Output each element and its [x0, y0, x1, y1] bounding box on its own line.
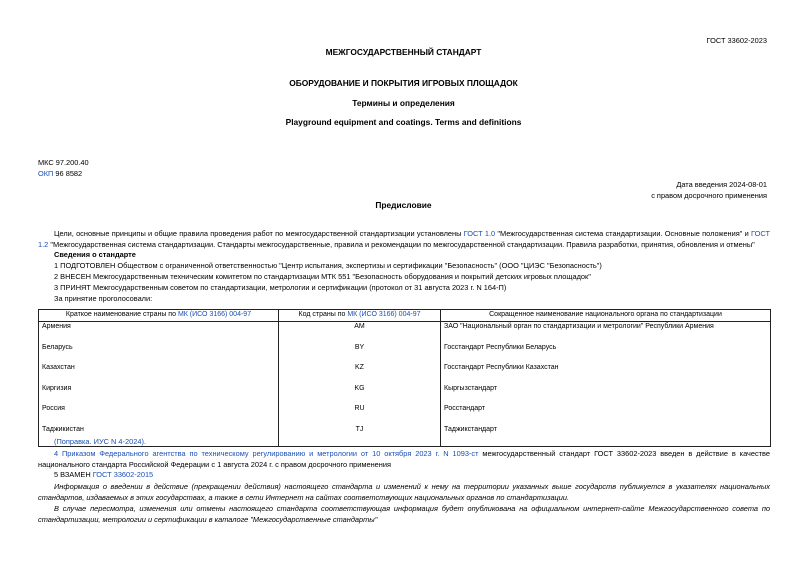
column-header-country: Краткое наименование страны по МК (ИСО 3166) 004-97 [39, 310, 279, 322]
gost-33602-2015-link[interactable]: ГОСТ 33602-2015 [92, 470, 154, 479]
early-application: с правом досрочного применения [651, 191, 767, 200]
item-1-prepared: 1 ПОДГОТОВЛЕН Обществом с ограниченной ответственностью "Центр испытания, экспертизы и сертификации "Безопасность" (ООО "ЦИЭС "Безопасность") [54, 261, 602, 270]
table-row: Беларусь BY Госстандарт Республики Беларусь [39, 343, 771, 364]
document-subtitle: Термины и определения [352, 98, 455, 108]
item-4-enacted: 4 Приказом Федерального агентства по техническому регулированию и метрологии от 10 октября 2023 г. N 1093-ст межгосударственный стандарт ГОСТ 33602-2023 введен в действие в качестве национального стандарта Российской Федерации с 1 августа 2024 г. с правом досрочного применения [38, 449, 771, 469]
foreword-title: Предисловие [375, 200, 432, 210]
standard-info-title: Сведения о стандарте [54, 250, 136, 259]
order-link[interactable]: 4 Приказом Федерального агентства по техническому регулированию и метрологии от 10 октября 2023 г. N 1093-ст [54, 449, 479, 458]
info-paragraph: Информация о введении в действие (прекращении действия) настоящего стандарта и изменений к нему на территории указанных выше государств публикуется в указателях национальных стандартов, издаваемых в этих государствах, а также в сети Интернет на сайтах соответствующих национальных органов по стандартизации. [38, 482, 770, 502]
table-row: Армения AM ЗАО "Национальный орган по стандартизации и метрологии" Республики Армения [39, 322, 771, 343]
gost-1-2-link[interactable]: ГОСТ 1.2 [38, 229, 770, 249]
column-header-body: Сокращенное наименование национального органа по стандартизации [441, 310, 771, 322]
table-row: Киргизия KG Кыргызстандарт [39, 384, 771, 405]
revision-paragraph: В случае пересмотра, изменения или отмены настоящего стандарта соответствующая информация будет опубликована на официальном интернет-сайте Межгосударственного совета по стандартизации, метрологии и сертификации в каталоге "Межгосударственные стандарты" [38, 504, 770, 524]
amendment-link[interactable]: (Поправка. ИУС N 4-2024). [54, 437, 146, 446]
okp-code: 96 8582 [53, 169, 83, 178]
mk-iso-link[interactable]: МК (ИСО 3166) 004-97 [177, 311, 252, 318]
header-title: МЕЖГОСУДАРСТВЕННЫЙ СТАНДАРТ [325, 47, 482, 57]
mk-iso-link[interactable]: МК (ИСО 3166) 004-97 [347, 311, 421, 318]
item-2-submitted: 2 ВНЕСЕН Межгосударственным техническим комитетом по стандартизации МТК 551 "Безопасность оборудования и покрытий детских игровых площадок" [54, 272, 591, 281]
document-title: ОБОРУДОВАНИЕ И ПОКРЫТИЯ ИГРОВЫХ ПЛОЩАДОК [289, 78, 518, 88]
gost-1-0-link[interactable]: ГОСТ 1.0 [463, 229, 496, 238]
voted-label: За принятие проголосовали: [54, 294, 153, 303]
okp-link[interactable]: ОКП [38, 169, 54, 178]
table-row: Таджикистан TJ Таджикстандарт [39, 425, 771, 446]
okp-line [38, 169, 82, 178]
mks-code: МКС 97.200.40 [38, 158, 89, 167]
table-row: Россия RU Росстандарт [39, 404, 771, 425]
item-3-adopted: 3 ПРИНЯТ Межгосударственным советом по стандартизации, метрологии и сертификации (протокол от 31 августа 2023 г. N 164-П) [54, 283, 507, 292]
document-number: ГОСТ 33602-2023 [706, 36, 767, 45]
table-row: Казахстан KZ Госстандарт Республики Казахстан [39, 363, 771, 384]
foreword-paragraph: Цели, основные принципы и общие правила проведения работ по межгосударственной стандартизации установлены ГОСТ 1.0 "Межгосударственная система стандартизации. Основные положения" и ГОСТ 1.2 "Межгосударственная система стандартизации. Стандарты межгосударственные, правила и рекомендации по межгосударственной стандартизации. Правила разработки, принятия, обновления и отмены" [38, 229, 770, 249]
item-5-replaces: 5 ВЗАМЕН ГОСТ 33602-2015 [54, 470, 154, 479]
english-title: Playground equipment and coatings. Terms and definitions [285, 117, 522, 127]
column-header-code: Код страны по МК (ИСО 3166) 004-97 [279, 310, 441, 322]
voting-countries-table [38, 309, 771, 447]
intro-date: Дата введения 2024-08-01 [676, 180, 767, 189]
